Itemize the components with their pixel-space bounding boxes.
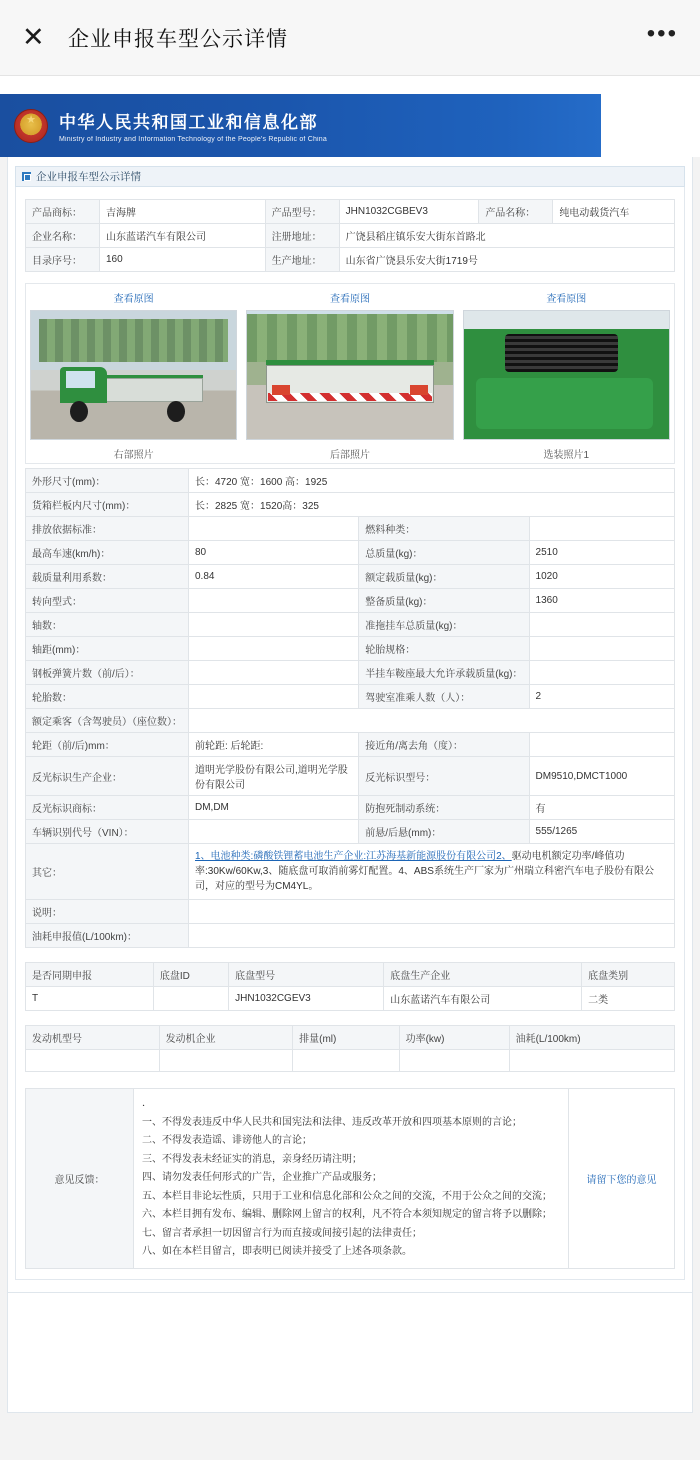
label-rated-load: 额定载质量(kg)：	[359, 565, 529, 589]
engine-val-power	[399, 1050, 509, 1072]
value-registered-address: 广饶县稻庄镇乐安大街东首路北	[339, 224, 674, 248]
value-cab-seats: 2	[529, 685, 674, 709]
feedback-rule-4: 四、请勿发表任何形式的广告，企业推广产品或服务；	[142, 1172, 382, 1183]
value-curb-mass: 1360	[529, 589, 674, 613]
value-description	[189, 900, 675, 924]
chassis-val-category: 二类	[582, 987, 675, 1011]
photo-caption-1: 右部照片	[113, 450, 154, 461]
feedback-rules	[134, 1089, 569, 1269]
vehicle-front-photo[interactable]	[463, 310, 670, 440]
vehicle-side-photo[interactable]	[30, 310, 237, 440]
chassis-val-id	[153, 987, 228, 1011]
engine-val-fuel	[509, 1050, 674, 1072]
table-row	[26, 685, 675, 709]
photo-cell-rear	[246, 290, 453, 461]
table-row	[26, 924, 675, 948]
label-saddle-mass: 半挂车鞍座最大允许承载质量(kg)：	[359, 661, 529, 685]
chassis-col-category: 底盘类别	[582, 963, 675, 987]
feedback-rule-2: 二、不得发表造谣、诽谤他人的言论；	[142, 1135, 312, 1146]
value-reflector-brand: DM,DM	[189, 796, 359, 820]
chassis-val-same-period: T	[26, 987, 154, 1011]
label-rated-passengers: 额定乘客（含驾驶员）（座位数）：	[26, 709, 189, 733]
value-vin	[189, 820, 359, 844]
value-cargo-box-dimensions: 长：2825 宽：1520高：325	[189, 493, 675, 517]
table-row	[26, 493, 675, 517]
page-title: 企业申报车型公示详情	[68, 27, 288, 51]
ministry-banner-wrapper	[0, 76, 700, 157]
engine-val-displacement	[293, 1050, 399, 1072]
feedback-rule-1: 一、不得发表违反中华人民共和国宪法和法律、违反改革开放和四项基本原则的言论；	[142, 1116, 522, 1128]
label-fuel-type: 燃料种类：	[359, 517, 529, 541]
table-row	[26, 541, 675, 565]
label-model: 产品型号：	[265, 200, 339, 224]
value-load-coefficient: 0.84	[189, 565, 359, 589]
label-track-width: 轮距（前/后)mm：	[26, 733, 189, 757]
label-cab-seats: 驾驶室准乘人数（人）：	[359, 685, 529, 709]
view-original-link-2[interactable]: 查看原图	[329, 294, 370, 305]
feedback-table	[25, 1088, 675, 1269]
table-row	[26, 733, 675, 757]
label-reflector-brand: 反光标识商标：	[26, 796, 189, 820]
ministry-name-en: Ministry of Industry and Information Technology of the People's Republic of China	[59, 136, 327, 143]
label-product-name: 产品名称：	[479, 200, 553, 224]
label-emission-standard: 排放依据标准：	[26, 517, 189, 541]
national-emblem-icon	[14, 109, 48, 143]
label-reflector-manufacturer: 反光标识生产企业：	[26, 757, 189, 796]
label-vin: 车辆识别代号（VIN）：	[26, 820, 189, 844]
value-spring-plates	[189, 661, 359, 685]
label-dimensions: 外形尺寸(mm)：	[26, 469, 189, 493]
table-row	[26, 613, 675, 637]
label-curb-mass: 整备质量(kg)：	[359, 589, 529, 613]
engine-col-manufacturer: 发动机企业	[159, 1026, 293, 1050]
ministry-banner	[0, 94, 700, 157]
engine-col-displacement: 排量(ml)	[293, 1026, 399, 1050]
engine-col-model: 发动机型号	[26, 1026, 160, 1050]
label-load-coefficient: 载质量利用系数：	[26, 565, 189, 589]
page-bottom-padding	[7, 1293, 693, 1413]
label-abs: 防抱死制动系统：	[359, 796, 529, 820]
table-header-row	[26, 1026, 675, 1050]
value-tire-count	[189, 685, 359, 709]
table-row	[26, 248, 675, 272]
detail-page-card	[7, 157, 693, 1293]
label-brand: 产品商标：	[26, 200, 100, 224]
table-row	[26, 1089, 675, 1269]
table-row	[26, 820, 675, 844]
feedback-rule-3: 三、不得发表未经证实的消息，亲身经历请注明；	[142, 1153, 362, 1165]
value-fuel-consumption	[189, 924, 675, 948]
photo-cell-side	[30, 290, 237, 461]
view-original-link-1[interactable]: 查看原图	[113, 294, 154, 305]
label-tire-spec: 轮胎规格：	[359, 637, 529, 661]
value-other	[189, 844, 675, 900]
other-text: 驱动电机额定功率/峰值功率:30Kw/60Kw,3、随底盘可取消前雾灯配置。4、ABS系统生产厂家为广州瑞立科密汽车电子股份有限公司，对应的型号为CM4YL。	[195, 851, 654, 892]
engine-table	[25, 1025, 675, 1072]
table-row	[26, 1050, 675, 1072]
chassis-col-manufacturer: 底盘生产企业	[384, 963, 582, 987]
ministry-name-cn: 中华人民共和国工业和信息化部	[59, 113, 318, 132]
label-reflector-model: 反光标识型号：	[359, 757, 529, 796]
label-wheelbase: 轴距(mm)：	[26, 637, 189, 661]
photo-gallery	[25, 283, 675, 464]
photo-caption-3: 选装照片1	[543, 450, 590, 461]
top-navigation-bar	[0, 0, 700, 76]
table-row	[26, 900, 675, 924]
battery-supplier-link[interactable]: 1、电池种类:磷酸铁锂蓄电池生产企业:江苏海基新能源股份有限公司2、	[195, 851, 512, 862]
label-spring-plates: 钢板弹簧片数（前/后）：	[26, 661, 189, 685]
engine-val-model	[26, 1050, 160, 1072]
value-gross-mass: 2510	[529, 541, 674, 565]
banner-white-strip	[601, 94, 700, 157]
label-axle-count: 轴数：	[26, 613, 189, 637]
table-row	[26, 224, 675, 248]
value-steering-type	[189, 589, 359, 613]
value-model: JHN1032CGBEV3	[339, 200, 479, 224]
label-steering-type: 转向型式：	[26, 589, 189, 613]
chassis-table	[25, 962, 675, 1011]
feedback-rule-7: 七、留言者承担一切因留言行为而直接或间接引起的法律责任；	[142, 1227, 422, 1239]
feedback-bullet: ．	[142, 1098, 152, 1109]
table-row	[26, 469, 675, 493]
value-product-name: 纯电动载货汽车	[553, 200, 675, 224]
product-info-table	[25, 199, 675, 272]
specification-table	[25, 468, 675, 948]
label-company: 企业名称：	[26, 224, 100, 248]
table-row	[26, 637, 675, 661]
table-row	[26, 844, 675, 900]
label-registered-address: 注册地址：	[265, 224, 339, 248]
feedback-label: 意见反馈：	[26, 1089, 134, 1269]
value-rated-load: 1020	[529, 565, 674, 589]
value-brand: 吉海牌	[100, 200, 266, 224]
label-cargo-box-dimensions: 货箱栏板内尺寸(mm)：	[26, 493, 189, 517]
feedback-rule-5: 五、本栏目非论坛性质，只用于工业和信息化部和公众之间的交流，不用于公众之间的交流；	[142, 1190, 552, 1202]
label-overhang: 前悬/后悬(mm)：	[359, 820, 529, 844]
value-fuel-type	[529, 517, 674, 541]
value-reflector-model: DM9510,DMCT1000	[529, 757, 674, 796]
close-icon[interactable]: ✕	[22, 22, 45, 52]
card-body	[15, 187, 685, 1280]
value-production-address: 山东省广饶县乐安大街1719号	[339, 248, 674, 272]
document-icon	[22, 172, 31, 181]
value-company: 山东蓝诺汽车有限公司	[100, 224, 266, 248]
leave-comment-link[interactable]: 请留下您的意见	[569, 1089, 675, 1269]
label-tire-count: 轮胎数：	[26, 685, 189, 709]
value-rated-passengers	[189, 709, 675, 733]
engine-val-manufacturer	[159, 1050, 293, 1072]
value-approach-departure-angle	[529, 733, 674, 757]
more-options-icon[interactable]: •••	[646, 19, 678, 47]
table-row	[26, 517, 675, 541]
label-fuel-consumption: 油耗申报值(L/100km)：	[26, 924, 189, 948]
value-wheelbase	[189, 637, 359, 661]
table-row	[26, 589, 675, 613]
value-max-speed: 80	[189, 541, 359, 565]
value-tire-spec	[529, 637, 674, 661]
chassis-col-model: 底盘型号	[229, 963, 384, 987]
label-max-speed: 最高车速(km/h)：	[26, 541, 189, 565]
value-trailer-mass	[529, 613, 674, 637]
engine-col-power: 功率(kw)	[399, 1026, 509, 1050]
card-header	[15, 166, 685, 187]
value-dimensions: 长：4720 宽：1600 高：1925	[189, 469, 675, 493]
chassis-val-manufacturer: 山东蓝诺汽车有限公司	[384, 987, 582, 1011]
value-saddle-mass	[529, 661, 674, 685]
card-header-title: 企业申报车型公示详情	[36, 171, 141, 183]
view-original-link-3[interactable]: 查看原图	[546, 294, 587, 305]
chassis-col-id: 底盘ID	[153, 963, 228, 987]
photo-cell-optional	[463, 290, 670, 461]
chassis-col-same-period: 是否同期申报	[26, 963, 154, 987]
feedback-rule-8: 八、如在本栏目留言，即表明已阅读并接受了上述各项条款。	[142, 1246, 412, 1257]
label-approach-departure-angle: 接近角/离去角（度）：	[359, 733, 529, 757]
table-header-row	[26, 963, 675, 987]
table-row	[26, 757, 675, 796]
label-description: 说明：	[26, 900, 189, 924]
value-abs: 有	[529, 796, 674, 820]
table-row	[26, 661, 675, 685]
label-other: 其它：	[26, 844, 189, 900]
feedback-rule-6: 六、本栏目拥有发布、编辑、删除网上留言的权利，凡不符合本须知规定的留言将予以删除；	[142, 1209, 552, 1220]
label-trailer-mass: 准拖挂车总质量(kg)：	[359, 613, 529, 637]
label-catalog-no: 目录序号：	[26, 248, 100, 272]
value-emission-standard	[189, 517, 359, 541]
table-row	[26, 796, 675, 820]
vehicle-rear-photo[interactable]	[246, 310, 453, 440]
table-row	[26, 200, 675, 224]
engine-col-fuel: 油耗(L/100km)	[509, 1026, 674, 1050]
value-reflector-manufacturer: 道明光学股份有限公司,道明光学股份有限公司	[189, 757, 359, 796]
label-gross-mass: 总质量(kg)：	[359, 541, 529, 565]
value-axle-count	[189, 613, 359, 637]
chassis-val-model: JHN1032CGEV3	[229, 987, 384, 1011]
table-row	[26, 987, 675, 1011]
label-production-address: 生产地址：	[265, 248, 339, 272]
table-row	[26, 709, 675, 733]
value-overhang: 555/1265	[529, 820, 674, 844]
photo-caption-2: 后部照片	[329, 450, 370, 461]
value-catalog-no: 160	[100, 248, 266, 272]
value-track-width: 前轮距: 后轮距:	[189, 733, 359, 757]
table-row	[26, 565, 675, 589]
